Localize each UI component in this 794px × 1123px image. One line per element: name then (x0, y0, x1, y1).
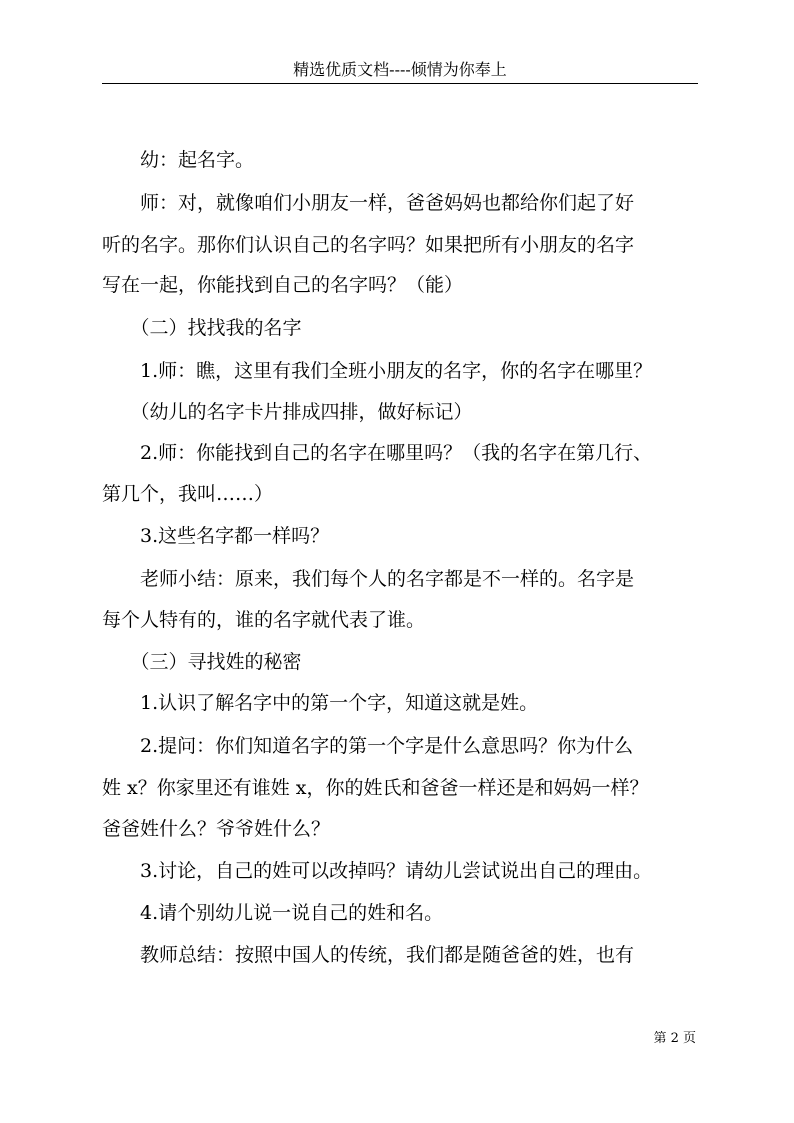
text-line: 爸爸姓什么？爷爷姓什么？ (102, 818, 331, 840)
text-line: 幼：起名字。 (102, 149, 255, 171)
text-line: 第几个，我叫……） (102, 483, 274, 505)
page-number: 第 2 页 (653, 1031, 696, 1046)
text-line: 写在一起，你能找到自己的名字吗？（能） (102, 274, 464, 296)
text-line: 教师总结：按照中国人的传统，我们都是随爸爸的姓，也有 (102, 944, 635, 966)
text-line: 3.讨论，自己的姓可以改掉吗？请幼儿尝试说出自己的理由。 (102, 860, 653, 882)
text-line: 师：对，就像咱们小朋友一样，爸爸妈妈也都给你们起了好 (102, 192, 635, 214)
section-heading: （二）找找我的名字 (102, 317, 302, 339)
section-heading: （三）寻找姓的秘密 (102, 651, 302, 673)
text-line: 姓 x？你家里还有谁姓 x，你的姓氏和爸爸一样还是和妈妈一样？ (102, 777, 649, 799)
text-line: 4.请个别幼儿说一说自己的姓和名。 (102, 902, 444, 924)
text-line: 听的名字。那你们认识自己的名字吗？如果把所有小朋友的名字 (102, 234, 635, 256)
text-line: 1.认识了解名字中的第一个字，知道这就是姓。 (102, 692, 539, 714)
text-line: （幼儿的名字卡片排成四排，做好标记） (102, 401, 473, 423)
page-header: 精选优质文档----倾情为你奉上 (293, 60, 507, 79)
text-line: 1.师：瞧，这里有我们全班小朋友的名字，你的名字在哪里？ (102, 360, 653, 382)
text-line: 2.师：你能找到自己的名字在哪里吗？（我的名字在第几行、 (102, 442, 653, 464)
text-line: 2.提问：你们知道名字的第一个字是什么意思吗？你为什么 (102, 735, 634, 757)
text-line: 每个人特有的，谁的名字就代表了谁。 (102, 609, 426, 631)
text-line: 老师小结：原来，我们每个人的名字都是不一样的。名字是 (102, 568, 635, 590)
text-line: 3.这些名字都一样吗？ (102, 525, 330, 547)
header-divider (102, 83, 698, 84)
